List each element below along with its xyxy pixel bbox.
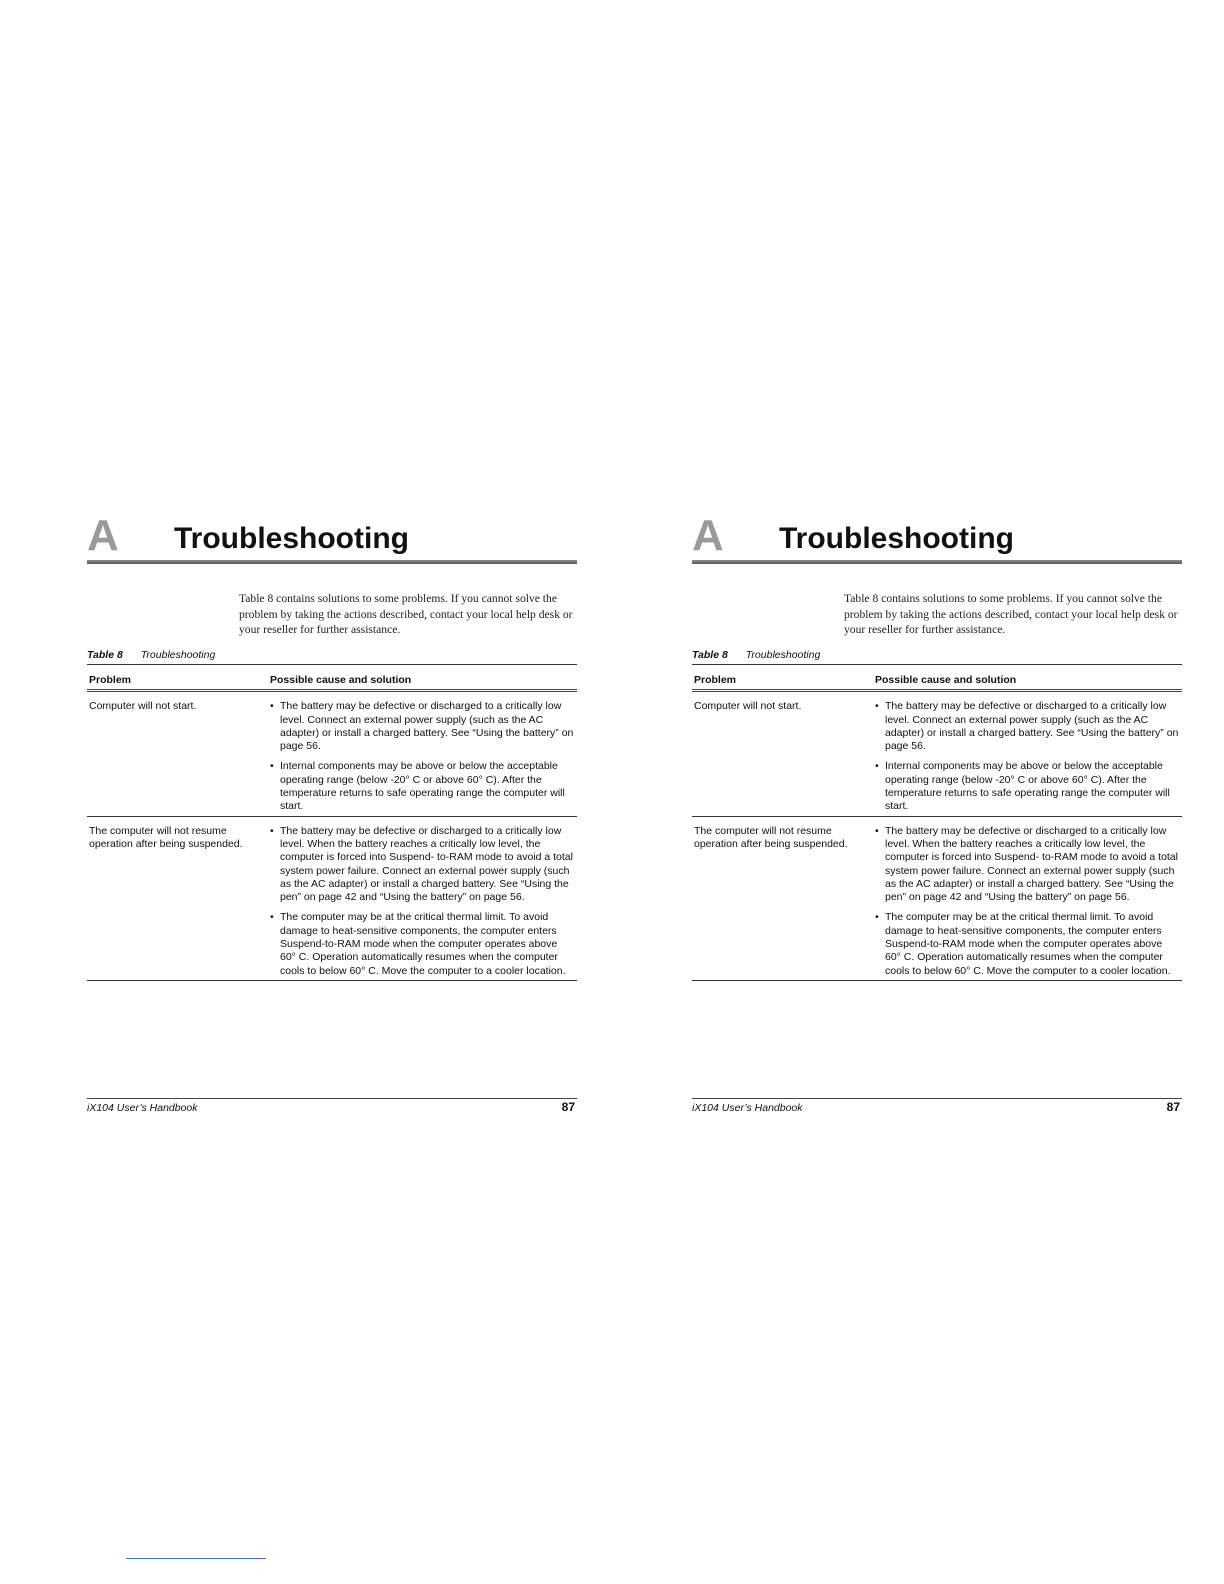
bullet-icon: • [270, 700, 274, 713]
solution-item [270, 760, 575, 813]
troubleshooting-table [692, 664, 1182, 981]
chapter-rule [692, 560, 1182, 564]
header-problem: Problem [692, 665, 873, 691]
solution-text: The battery may be defective or discharged to a critically low level. When the battery reaches a critically low level, the computer is forced into Suspend- to-RAM mode to avoid a total system power failure. Connect an external power supply (such as the AC adapter) or install a charged battery. See “Using the pen” on page 42 and “Using the battery” on page 56. [280, 824, 573, 904]
header-solution: Possible cause and solution [873, 665, 1182, 691]
solution-cell [268, 691, 577, 816]
solution-item [875, 911, 1180, 977]
bullet-icon: • [875, 760, 879, 773]
table-row [692, 691, 1182, 816]
solution-text: The computer may be at the critical thermal limit. To avoid damage to heat-sensitive components, the computer enters Suspend-to-RAM mode when the computer operates above 60° C. Operation automatically resumes when the computer cools to below 60° C. Move the computer to a cooler location. [280, 911, 566, 977]
page-left [87, 0, 577, 1584]
table-header-row [692, 665, 1182, 691]
solution-cell [268, 816, 577, 980]
solution-item [875, 760, 1180, 813]
solution-item [270, 825, 575, 905]
solution-cell [873, 816, 1182, 980]
solution-text: Internal components may be above or below the acceptable operating range (below -20° C or above 60° C). After the temperature returns to safe operating range the computer will start. [280, 760, 565, 813]
solution-text: The battery may be defective or discharged to a critically low level. Connect an external power supply (such as the AC adapter) or install a charged battery. See “Using the battery” on page 56. [280, 700, 574, 753]
solution-item [270, 911, 575, 977]
bullet-icon: • [875, 824, 879, 837]
table-row [692, 816, 1182, 980]
table-header-row [87, 665, 577, 691]
solution-item [270, 700, 575, 753]
table-caption [87, 648, 215, 662]
table-row [87, 816, 577, 980]
table-caption [692, 648, 820, 662]
problem-cell: Computer will not start. [692, 691, 873, 816]
chapter-rule [87, 560, 577, 564]
table-caption-number: Table 8 [87, 649, 123, 661]
header-solution: Possible cause and solution [268, 665, 577, 691]
table-row [87, 691, 577, 816]
chapter-letter: A [87, 511, 119, 560]
header-problem: Problem [87, 665, 268, 691]
table-caption-number: Table 8 [692, 649, 728, 661]
table-caption-name: Troubleshooting [140, 649, 216, 661]
page-right [692, 0, 1182, 1584]
bullet-icon: • [270, 824, 274, 837]
bullet-icon: • [270, 911, 274, 924]
solution-cell [873, 691, 1182, 816]
table-caption-name: Troubleshooting [745, 649, 821, 661]
problem-cell: Computer will not start. [87, 691, 268, 816]
bullet-icon: • [875, 700, 879, 713]
footer-page-number: 87 [1166, 1100, 1180, 1114]
problem-cell: The computer will not resume operation after being suspended. [87, 816, 268, 980]
solution-text: Internal components may be above or below the acceptable operating range (below -20° C or above 60° C). After the temperature returns to safe operating range the computer will start. [885, 760, 1170, 813]
solution-item [875, 825, 1180, 905]
intro-paragraph: Table 8 contains solutions to some problems. If you cannot solve the problem by taking the actions described, contact your local help desk or your reseller for further assistance. [844, 592, 1178, 637]
footer-rule [692, 1098, 1182, 1099]
troubleshooting-table [87, 664, 577, 981]
footer-title: iX104 User’s Handbook [87, 1102, 198, 1114]
footer-title: iX104 User’s Handbook [692, 1102, 803, 1114]
bullet-icon: • [270, 760, 274, 773]
solution-text: The computer may be at the critical thermal limit. To avoid damage to heat-sensitive components, the computer enters Suspend-to-RAM mode when the computer operates above 60° C. Operation automatically resumes when the computer cools to below 60° C. Move the computer to a cooler location. [885, 911, 1171, 977]
chapter-title: Troubleshooting [174, 522, 409, 555]
problem-cell: The computer will not resume operation after being suspended. [692, 816, 873, 980]
bullet-icon: • [875, 911, 879, 924]
solution-text: The battery may be defective or discharged to a critically low level. Connect an external power supply (such as the AC adapter) or install a charged battery. See “Using the battery” on page 56. [885, 700, 1179, 753]
chapter-letter: A [692, 511, 724, 560]
footer-page-number: 87 [561, 1100, 575, 1114]
solution-item [875, 700, 1180, 753]
link-underline[interactable] [126, 1558, 266, 1559]
solution-text: The battery may be defective or discharged to a critically low level. When the battery reaches a critically low level, the computer is forced into Suspend- to-RAM mode to avoid a total system power failure. Connect an external power supply (such as the AC adapter) or install a charged battery. See “Using the pen” on page 42 and “Using the battery” on page 56. [885, 824, 1178, 904]
intro-paragraph: Table 8 contains solutions to some problems. If you cannot solve the problem by taking the actions described, contact your local help desk or your reseller for further assistance. [239, 592, 573, 637]
chapter-title: Troubleshooting [779, 522, 1014, 555]
footer-rule [87, 1098, 577, 1099]
